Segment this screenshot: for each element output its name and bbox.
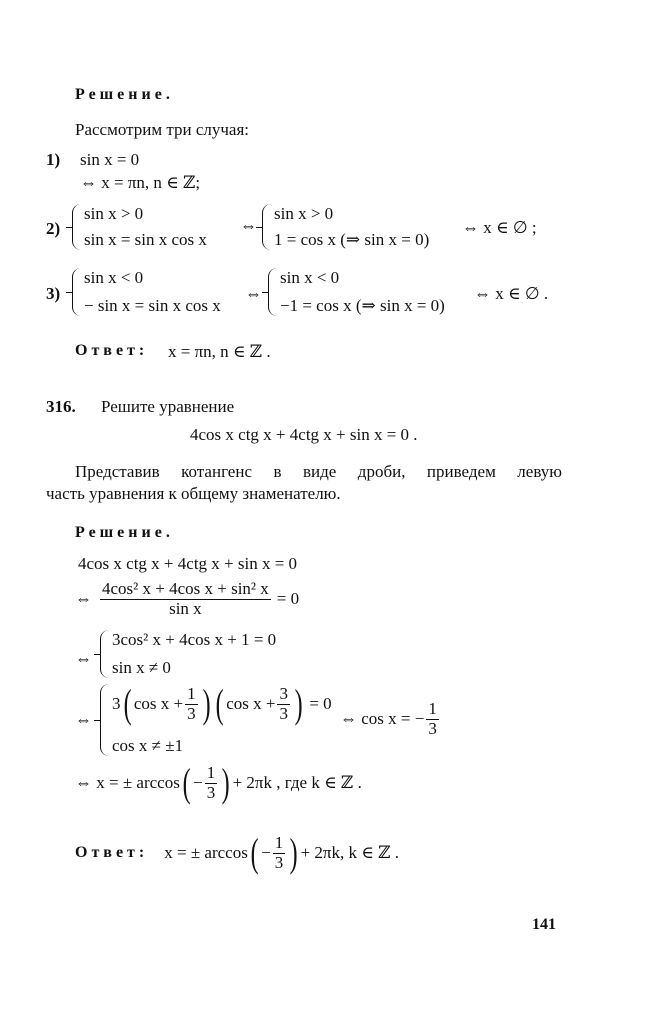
system [268, 268, 445, 316]
answer-label: Ответ: [75, 844, 149, 861]
equivalence-arrow: ⇔ [75, 710, 92, 729]
case-number: 3) [46, 284, 61, 303]
brace [268, 268, 277, 316]
denominator: sin x [169, 598, 202, 618]
system-line [112, 681, 332, 726]
brace [72, 204, 81, 250]
equals: = 0 [276, 589, 300, 609]
hint-text: часть уравнения к общему знаменателю. [46, 484, 341, 503]
solution-line: 4cos x ctg x + 4ctg x + sin x = 0 [78, 554, 298, 573]
case-number: 2) [46, 219, 61, 238]
case-number: 1) [46, 150, 61, 169]
system [72, 204, 207, 250]
equals: = 0 [309, 694, 332, 713]
coefficient: 3 [112, 694, 121, 713]
result-text: ⇔ cos x = − [340, 709, 425, 729]
fraction [100, 580, 271, 618]
hint-text: Представив котангенс в виде дроби, приведем левую [75, 462, 562, 481]
minus: − [193, 773, 203, 792]
system-line: 3cos² x + 4cos x + 1 = 0 [112, 630, 277, 649]
equivalence-arrow: ⇔ [75, 649, 92, 668]
right-paren: ) [289, 830, 298, 875]
right-paren: ) [221, 760, 230, 805]
system-line: 1 = cos x (⇒ sin x = 0) [274, 230, 430, 249]
system-line: −1 = cos x (⇒ sin x = 0) [280, 296, 445, 315]
numerator: 1 [187, 683, 196, 703]
right-paren: ) [202, 681, 211, 726]
brace [72, 268, 81, 316]
system-line: sin x ≠ 0 [112, 658, 171, 677]
term: ⇔ x = ± arccos [75, 773, 180, 792]
numerator: 1 [206, 762, 216, 782]
equivalence-arrow: ⇔ [245, 284, 262, 303]
solution-heading: Решение. [75, 524, 174, 541]
equivalence-arrow: ⇔ [240, 216, 257, 235]
system-line: sin x > 0 [274, 204, 334, 223]
case1-line2: ⇔ x = πn, n ∈ ℤ; [80, 173, 201, 192]
right-paren: ) [294, 681, 303, 726]
problem-title: Решите уравнение [101, 397, 235, 416]
fraction [185, 685, 198, 723]
system-line: cos x ≠ ±1 [112, 736, 184, 755]
system-line: sin x < 0 [280, 268, 340, 287]
left-paren: ( [123, 681, 132, 726]
system-line: − sin x = sin x cos x [84, 296, 221, 315]
system [72, 268, 221, 316]
fraction [205, 764, 218, 802]
equivalence-arrow: ⇔ [75, 589, 92, 609]
problem-equation: 4cos x ctg x + 4ctg x + sin x = 0 . [190, 425, 418, 444]
numerator: 3 [279, 683, 288, 703]
system-line: sin x = sin x cos x [84, 230, 207, 249]
left-paren: ( [182, 760, 191, 805]
intro-text: Рассмотрим три случая: [75, 120, 250, 139]
denominator: 3 [279, 703, 288, 723]
fraction [273, 834, 286, 872]
system [262, 204, 429, 250]
problem-number: 316. [46, 397, 76, 416]
numerator: 1 [274, 832, 284, 852]
system-line: sin x > 0 [84, 204, 144, 223]
brace [262, 204, 271, 250]
solution-line [75, 580, 299, 618]
brace [100, 630, 109, 678]
system [100, 630, 276, 678]
answer-text: x = πn, n ∈ ℤ . [168, 342, 271, 361]
left-paren: ( [215, 681, 224, 726]
answer-line [75, 830, 399, 875]
minus: − [261, 843, 271, 862]
denominator: 3 [187, 703, 196, 723]
term: + 2πk , где k ∈ ℤ . [232, 773, 362, 792]
left-paren: ( [250, 830, 259, 875]
solution-heading: Решение. [75, 86, 174, 103]
numerator: 1 [428, 699, 437, 718]
numerator: 4cos² x + 4cos x + sin² x [102, 579, 269, 598]
solution-line [75, 760, 362, 805]
case1-line1: sin x = 0 [80, 150, 140, 169]
brace [100, 684, 109, 756]
answer-label: Ответ: [75, 342, 149, 359]
solution-result [340, 700, 441, 738]
page-number: 141 [532, 916, 556, 933]
term: x = ± arccos [164, 843, 248, 862]
system [100, 681, 332, 756]
case-result: ⇔ x ∈ ∅ ; [462, 218, 537, 237]
term: + 2πk, k ∈ ℤ . [300, 843, 399, 862]
system-line: sin x < 0 [84, 268, 144, 287]
denominator: 3 [206, 782, 216, 802]
denominator: 3 [428, 718, 437, 738]
fraction [277, 685, 290, 723]
fraction [426, 700, 439, 738]
case-result: ⇔ x ∈ ∅ . [474, 284, 549, 303]
term: cos x + [226, 694, 276, 713]
denominator: 3 [274, 852, 284, 872]
term: cos x + [133, 694, 184, 713]
